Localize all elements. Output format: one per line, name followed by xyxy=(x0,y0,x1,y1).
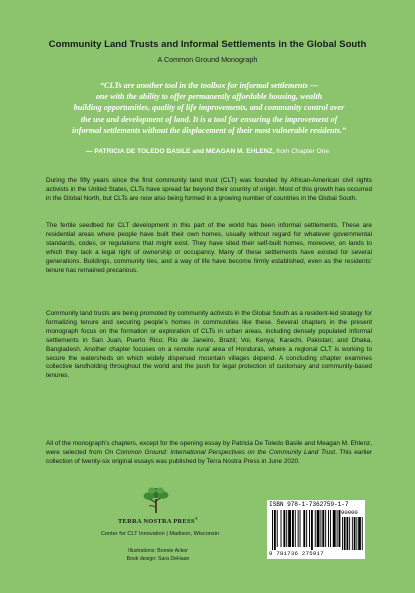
p3-text-c: area of Honduras, where a regional CLT is working to secure the watersheds on which widely dispersed mountain villages depend. A concluding chapter examines collective landholding throughout the world and the push for legal protection of customary and community-based tenures. xyxy=(46,345,372,380)
addon-bar xyxy=(347,517,349,550)
quote-line: “CLTs are another tool in the toolbox for informal settlements — xyxy=(99,81,319,90)
addon-bar xyxy=(356,517,357,550)
barcode-bar xyxy=(303,510,305,547)
barcode-bar xyxy=(311,510,313,550)
barcode-bar xyxy=(286,510,287,547)
quote-line: informal settlements without the displacement of their most vulnerable residents.” xyxy=(71,125,346,135)
barcode-bar xyxy=(306,510,307,547)
body-paragraph-2: The fertile seedbed for CLT development in this part of the world has been informal settlements. These are residential areas where people have built their own homes, usually without regard for whatever governmental standards, codes, or regulations that might exist. They have sited their self-built homes, moreover, on lands to which they lack a legal right of ownership or occupancy. Many of these settlements have existed for several generations. Buildings, community ties, and a way of life have become firmly established, even as the residents’ tenure has remained precarious. xyxy=(46,222,372,274)
p4-text-a: All of the monograph’s chapters, except for the opening essay by Patricia De Toledo Basile and Meagan M. Ehlenz, were selected from xyxy=(46,440,372,456)
barcode-bar xyxy=(325,510,326,547)
quote-line: one with the ability to offer permanently affordable housing, wealth xyxy=(95,92,323,102)
barcode-bar xyxy=(298,510,299,547)
barcode-bar xyxy=(300,510,301,547)
barcode-bar xyxy=(328,510,329,547)
barcode-bar xyxy=(337,510,338,547)
barcode-bar xyxy=(283,510,285,547)
monograph-title: Community Land Trusts and Informal Settlements in the Global South xyxy=(48,39,367,50)
tree-icon xyxy=(140,486,172,514)
p3-italic-urban: urban xyxy=(225,327,243,335)
barcode-bar xyxy=(309,510,310,547)
p3-text-a: Community land trusts are being promoted by community activists in the Global South as a resident-led strategy for formalizing tenure and securing people’s homes in communities like these. Several chapters in the present monograph focus on the formation or exploration of CLTs in xyxy=(46,310,372,335)
p3-italic-rural: rural xyxy=(196,345,210,353)
barcode-bar xyxy=(317,510,320,547)
isbn-barcode xyxy=(267,500,365,559)
isbn-number: ISBN 978-1-7362759-1-7 xyxy=(269,501,349,508)
barcode-bar xyxy=(288,510,291,547)
addon-bar xyxy=(358,517,361,550)
barcode-bar xyxy=(292,510,294,547)
design-credit: Book design: Sara DeHaan xyxy=(126,556,190,562)
barcode-bar xyxy=(295,510,296,547)
addon-bar xyxy=(349,517,350,550)
quote-line: the use and development of land. It is a tool for ensuring the improvement of xyxy=(80,114,338,124)
addon-bar xyxy=(362,517,363,550)
barcode-bars xyxy=(271,510,363,550)
monograph-subtitle: A Common Ground Monograph xyxy=(157,55,258,64)
barcode-addon: 90000 xyxy=(341,509,358,516)
body-paragraph-3 xyxy=(46,310,372,381)
addon-bar xyxy=(354,517,356,550)
addon-bar xyxy=(344,517,346,550)
barcode-bar xyxy=(330,510,331,547)
pull-quote xyxy=(34,80,384,136)
barcode-bar xyxy=(281,510,282,547)
publisher-name-text: TERRA NOSTRA PRESS xyxy=(117,518,195,526)
p4-text-b: . This earlier collection of twenty-six original essays was published by Terra Nostra Press in June 2020. xyxy=(46,448,373,465)
quote-line: building opportunities, quality of life improvements, and community control over xyxy=(73,103,345,113)
registered-mark: ® xyxy=(194,516,199,521)
p3-text-b: areas, including densely populated informal settlements in San Juan, Puerto Rico; Rio de Janeiro, Brazil; Voi, Kenya; Karachi, Pakistan; and Dhaka, Bangladesh. Another chapter focuses on a remote xyxy=(46,327,372,353)
publisher-name xyxy=(98,516,218,525)
barcode-bar xyxy=(272,510,273,550)
body-paragraph-1: During the fifty years since the first community land trust (CLT) was founded by African-American civil rights activists in the United States, CLTs have spread far beyond their country of origin. Most of this growth has occurred in the Global North, but CLTs are now also being formed in a growing number of countries in the Global South. xyxy=(46,177,372,202)
addon-bar xyxy=(342,517,343,550)
attribution-source: from Chapter One xyxy=(274,148,330,155)
body-paragraph-4 xyxy=(46,440,372,467)
barcode-bar xyxy=(320,510,321,547)
publisher-location: Center for CLT Innovation | Madison, Wisconsin xyxy=(100,531,220,537)
illustration-credit: Illustrations: Bonnie Acker xyxy=(128,548,188,554)
barcode-digits: 9 781736 275917 xyxy=(269,550,324,557)
p4-italic-book-title: On Common Ground: International Perspectives on the Community Land Trust xyxy=(104,448,336,456)
addon-bar xyxy=(352,517,353,550)
attribution-authors: — PATRICIA DE TOLEDO BASILE and MEAGAN M. EHLENZ, xyxy=(85,148,275,155)
barcode-bar xyxy=(277,510,278,547)
quote-attribution xyxy=(0,148,415,155)
barcode-bar xyxy=(274,510,276,550)
barcode-bar xyxy=(322,510,324,547)
barcode-bar xyxy=(315,510,316,547)
barcode-bar xyxy=(333,510,336,547)
